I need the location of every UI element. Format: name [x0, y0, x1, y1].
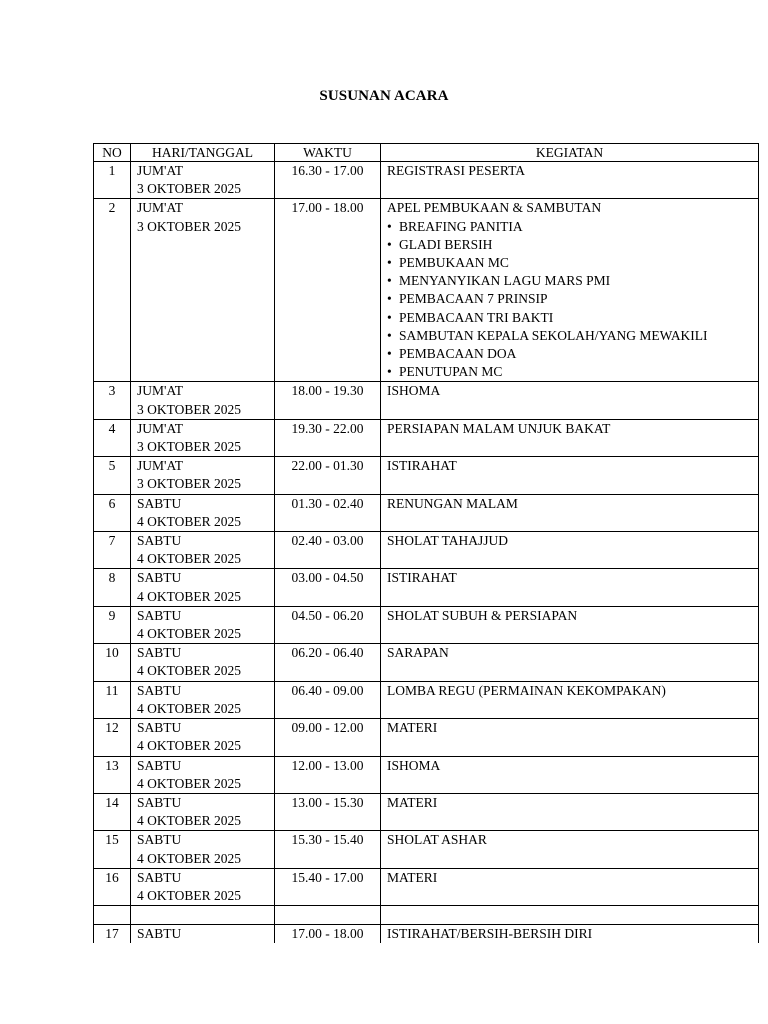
row-no: 1	[94, 162, 131, 199]
row-day-date	[131, 532, 275, 569]
header-day-date: HARI/TANGGAL	[131, 144, 275, 162]
row-date: 4 OKTOBER 2025	[137, 700, 242, 716]
row-no: 9	[94, 606, 131, 643]
row-time: 02.40 - 03.00	[275, 532, 381, 569]
row-activity	[381, 644, 759, 681]
list-item-label: PEMBACAAN DOA	[399, 346, 517, 362]
table-row	[94, 681, 759, 718]
row-day-date	[131, 199, 275, 382]
row-day-date	[131, 162, 275, 199]
row-no: 2	[94, 199, 131, 382]
bullet-icon: •	[387, 255, 392, 271]
row-no: 10	[94, 644, 131, 681]
table-row	[94, 457, 759, 494]
row-time: 09.00 - 12.00	[275, 719, 381, 756]
row-date: 3 OKTOBER 2025	[137, 218, 242, 234]
row-activity-label: ISHOMA	[387, 757, 441, 773]
row-activity-label: SHOLAT TAHAJJUD	[387, 533, 509, 549]
bullet-icon: •	[387, 218, 392, 234]
row-date: 3 OKTOBER 2025	[137, 181, 242, 197]
row-activity-label: APEL PEMBUKAAN & SAMBUTAN	[387, 200, 602, 216]
row-activity-label: ISTIRAHAT	[387, 570, 457, 586]
row-time: 18.00 - 19.30	[275, 382, 381, 419]
row-activity-label: PERSIAPAN MALAM UNJUK BAKAT	[387, 420, 611, 436]
row-activity-label: ISHOMA	[387, 383, 441, 399]
row-time: 15.40 - 17.00	[275, 868, 381, 905]
list-item-label: PEMBACAAN TRI BAKTI	[399, 309, 554, 325]
bullet-icon: •	[387, 309, 392, 325]
header-time: WAKTU	[275, 144, 381, 162]
row-date: 4 OKTOBER 2025	[137, 775, 242, 791]
row-no: 8	[94, 569, 131, 606]
row-day-date	[131, 793, 275, 830]
row-time: 17.00 - 18.00	[275, 199, 381, 382]
header-activity: KEGIATAN	[381, 144, 759, 162]
row-no: 15	[94, 831, 131, 868]
row-activity	[381, 793, 759, 830]
row-no: 4	[94, 419, 131, 456]
row-day-date	[131, 457, 275, 494]
row-date: 3 OKTOBER 2025	[137, 476, 242, 492]
row-day: SABTU	[137, 869, 182, 885]
row-no: 17	[94, 925, 131, 944]
row-activity	[381, 868, 759, 905]
blank-row	[94, 906, 759, 925]
row-day: SABTU	[137, 794, 182, 810]
row-time: 16.30 - 17.00	[275, 162, 381, 199]
list-item	[387, 218, 758, 236]
row-no: 14	[94, 793, 131, 830]
row-day-date	[131, 606, 275, 643]
table-row	[94, 606, 759, 643]
table-row	[94, 494, 759, 531]
row-no: 3	[94, 382, 131, 419]
row-date: 3 OKTOBER 2025	[137, 401, 242, 417]
row-activity-label: SHOLAT SUBUH & PERSIAPAN	[387, 607, 578, 623]
row-activity-label: RENUNGAN MALAM	[387, 495, 518, 511]
bullet-icon: •	[387, 291, 392, 307]
header-no: NO	[94, 144, 131, 162]
row-activity	[381, 681, 759, 718]
row-time: 22.00 - 01.30	[275, 457, 381, 494]
row-activity-label: MATERI	[387, 869, 438, 885]
row-activity	[381, 719, 759, 756]
bullet-icon: •	[387, 327, 392, 343]
list-item	[387, 327, 758, 345]
row-day: SABTU	[137, 645, 182, 661]
row-activity	[381, 606, 759, 643]
row-day-date	[131, 419, 275, 456]
table-row	[94, 644, 759, 681]
row-activity	[381, 756, 759, 793]
table-row	[94, 532, 759, 569]
row-activity	[381, 494, 759, 531]
row-date: 4 OKTOBER 2025	[137, 850, 242, 866]
list-item-label: SAMBUTAN KEPALA SEKOLAH/YANG MEWAKILI	[399, 327, 708, 343]
row-activity	[381, 532, 759, 569]
row-no: 5	[94, 457, 131, 494]
bullet-icon: •	[387, 273, 392, 289]
schedule-rows	[94, 162, 759, 944]
row-date: 4 OKTOBER 2025	[137, 513, 242, 529]
row-time: 06.20 - 06.40	[275, 644, 381, 681]
row-activity	[381, 569, 759, 606]
row-no: 7	[94, 532, 131, 569]
row-day: SABTU	[137, 533, 182, 549]
row-time: 06.40 - 09.00	[275, 681, 381, 718]
list-item	[387, 272, 758, 290]
row-day-date	[131, 494, 275, 531]
table-row	[94, 831, 759, 868]
row-time: 13.00 - 15.30	[275, 793, 381, 830]
row-no: 16	[94, 868, 131, 905]
row-day-date	[131, 868, 275, 905]
row-activity	[381, 419, 759, 456]
table-row	[94, 756, 759, 793]
row-day: JUM'AT	[137, 163, 183, 178]
row-time: 12.00 - 13.00	[275, 756, 381, 793]
bullet-icon: •	[387, 364, 392, 380]
table-header-row	[94, 144, 759, 162]
row-date: 4 OKTOBER 2025	[137, 813, 242, 829]
list-item-label: GLADI BERSIH	[399, 236, 493, 252]
row-day: JUM'AT	[137, 420, 183, 436]
list-item-label: BREAFING PANITIA	[399, 218, 523, 234]
row-day: SABTU	[137, 607, 182, 623]
list-item-label: PEMBUKAAN MC	[399, 255, 509, 271]
list-item	[387, 309, 758, 327]
row-activity-label: SHOLAT ASHAR	[387, 832, 487, 848]
list-item	[387, 363, 758, 381]
row-day-date	[131, 644, 275, 681]
row-day: SABTU	[137, 720, 182, 736]
table-row	[94, 925, 759, 944]
row-activity	[381, 382, 759, 419]
row-time: 03.00 - 04.50	[275, 569, 381, 606]
row-date: 4 OKTOBER 2025	[137, 626, 242, 642]
list-item	[387, 345, 758, 363]
row-activity	[381, 162, 759, 199]
bullet-icon: •	[387, 346, 392, 362]
page-title: SUSUNAN ACARA	[319, 88, 449, 104]
row-no: 12	[94, 719, 131, 756]
row-date: 3 OKTOBER 2025	[137, 439, 242, 455]
table-row	[94, 719, 759, 756]
list-item-label: MENYANYIKAN LAGU MARS PMI	[399, 273, 611, 289]
row-day-date	[131, 719, 275, 756]
row-no: 13	[94, 756, 131, 793]
row-activity-label: LOMBA REGU (PERMAINAN KEKOMPAKAN)	[387, 682, 666, 698]
row-activity-label: REGISTRASI PESERTA	[387, 163, 525, 178]
row-activity	[381, 831, 759, 868]
row-day: SABTU	[137, 570, 182, 586]
row-no: 11	[94, 681, 131, 718]
bullet-icon: •	[387, 236, 392, 252]
row-day-date	[131, 569, 275, 606]
list-item	[387, 290, 758, 308]
table-row	[94, 793, 759, 830]
table-row	[94, 199, 759, 382]
row-day-date	[131, 681, 275, 718]
row-time: 01.30 - 02.40	[275, 494, 381, 531]
row-activity-label: ISTIRAHAT	[387, 458, 457, 474]
row-time: 19.30 - 22.00	[275, 419, 381, 456]
row-date: 4 OKTOBER 2025	[137, 663, 242, 679]
row-activity	[381, 199, 759, 382]
row-date: 4 OKTOBER 2025	[137, 588, 242, 604]
table-row	[94, 162, 759, 199]
row-date: 4 OKTOBER 2025	[137, 887, 242, 903]
row-day-date	[131, 831, 275, 868]
row-day: SABTU	[137, 682, 182, 698]
row-day: SABTU	[137, 757, 182, 773]
row-no: 6	[94, 494, 131, 531]
table-row	[94, 868, 759, 905]
row-date: 4 OKTOBER 2025	[137, 551, 242, 567]
list-item-label: PEMBACAAN 7 PRINSIP	[399, 291, 548, 307]
row-day: JUM'AT	[137, 458, 183, 474]
row-day: SABTU	[131, 925, 275, 944]
row-time: 17.00 - 18.00	[275, 925, 381, 944]
row-date: 4 OKTOBER 2025	[137, 738, 242, 754]
schedule-table	[93, 143, 759, 943]
list-item	[387, 254, 758, 272]
row-day: SABTU	[137, 832, 182, 848]
row-day: SABTU	[137, 495, 182, 511]
row-activity-label: SARAPAN	[387, 645, 449, 661]
row-time: 15.30 - 15.40	[275, 831, 381, 868]
row-activity: ISTIRAHAT/BERSIH-BERSIH DIRI	[381, 925, 759, 944]
table-row	[94, 569, 759, 606]
list-item	[387, 236, 758, 254]
row-activity-label: MATERI	[387, 794, 438, 810]
row-day-date	[131, 756, 275, 793]
row-day-date	[131, 382, 275, 419]
table-row	[94, 382, 759, 419]
table-row	[94, 419, 759, 456]
row-day: JUM'AT	[137, 383, 183, 399]
activity-sublist	[387, 218, 758, 382]
row-activity	[381, 457, 759, 494]
row-activity-label: MATERI	[387, 720, 438, 736]
row-time: 04.50 - 06.20	[275, 606, 381, 643]
list-item-label: PENUTUPAN MC	[399, 364, 503, 380]
row-day: JUM'AT	[137, 200, 183, 216]
